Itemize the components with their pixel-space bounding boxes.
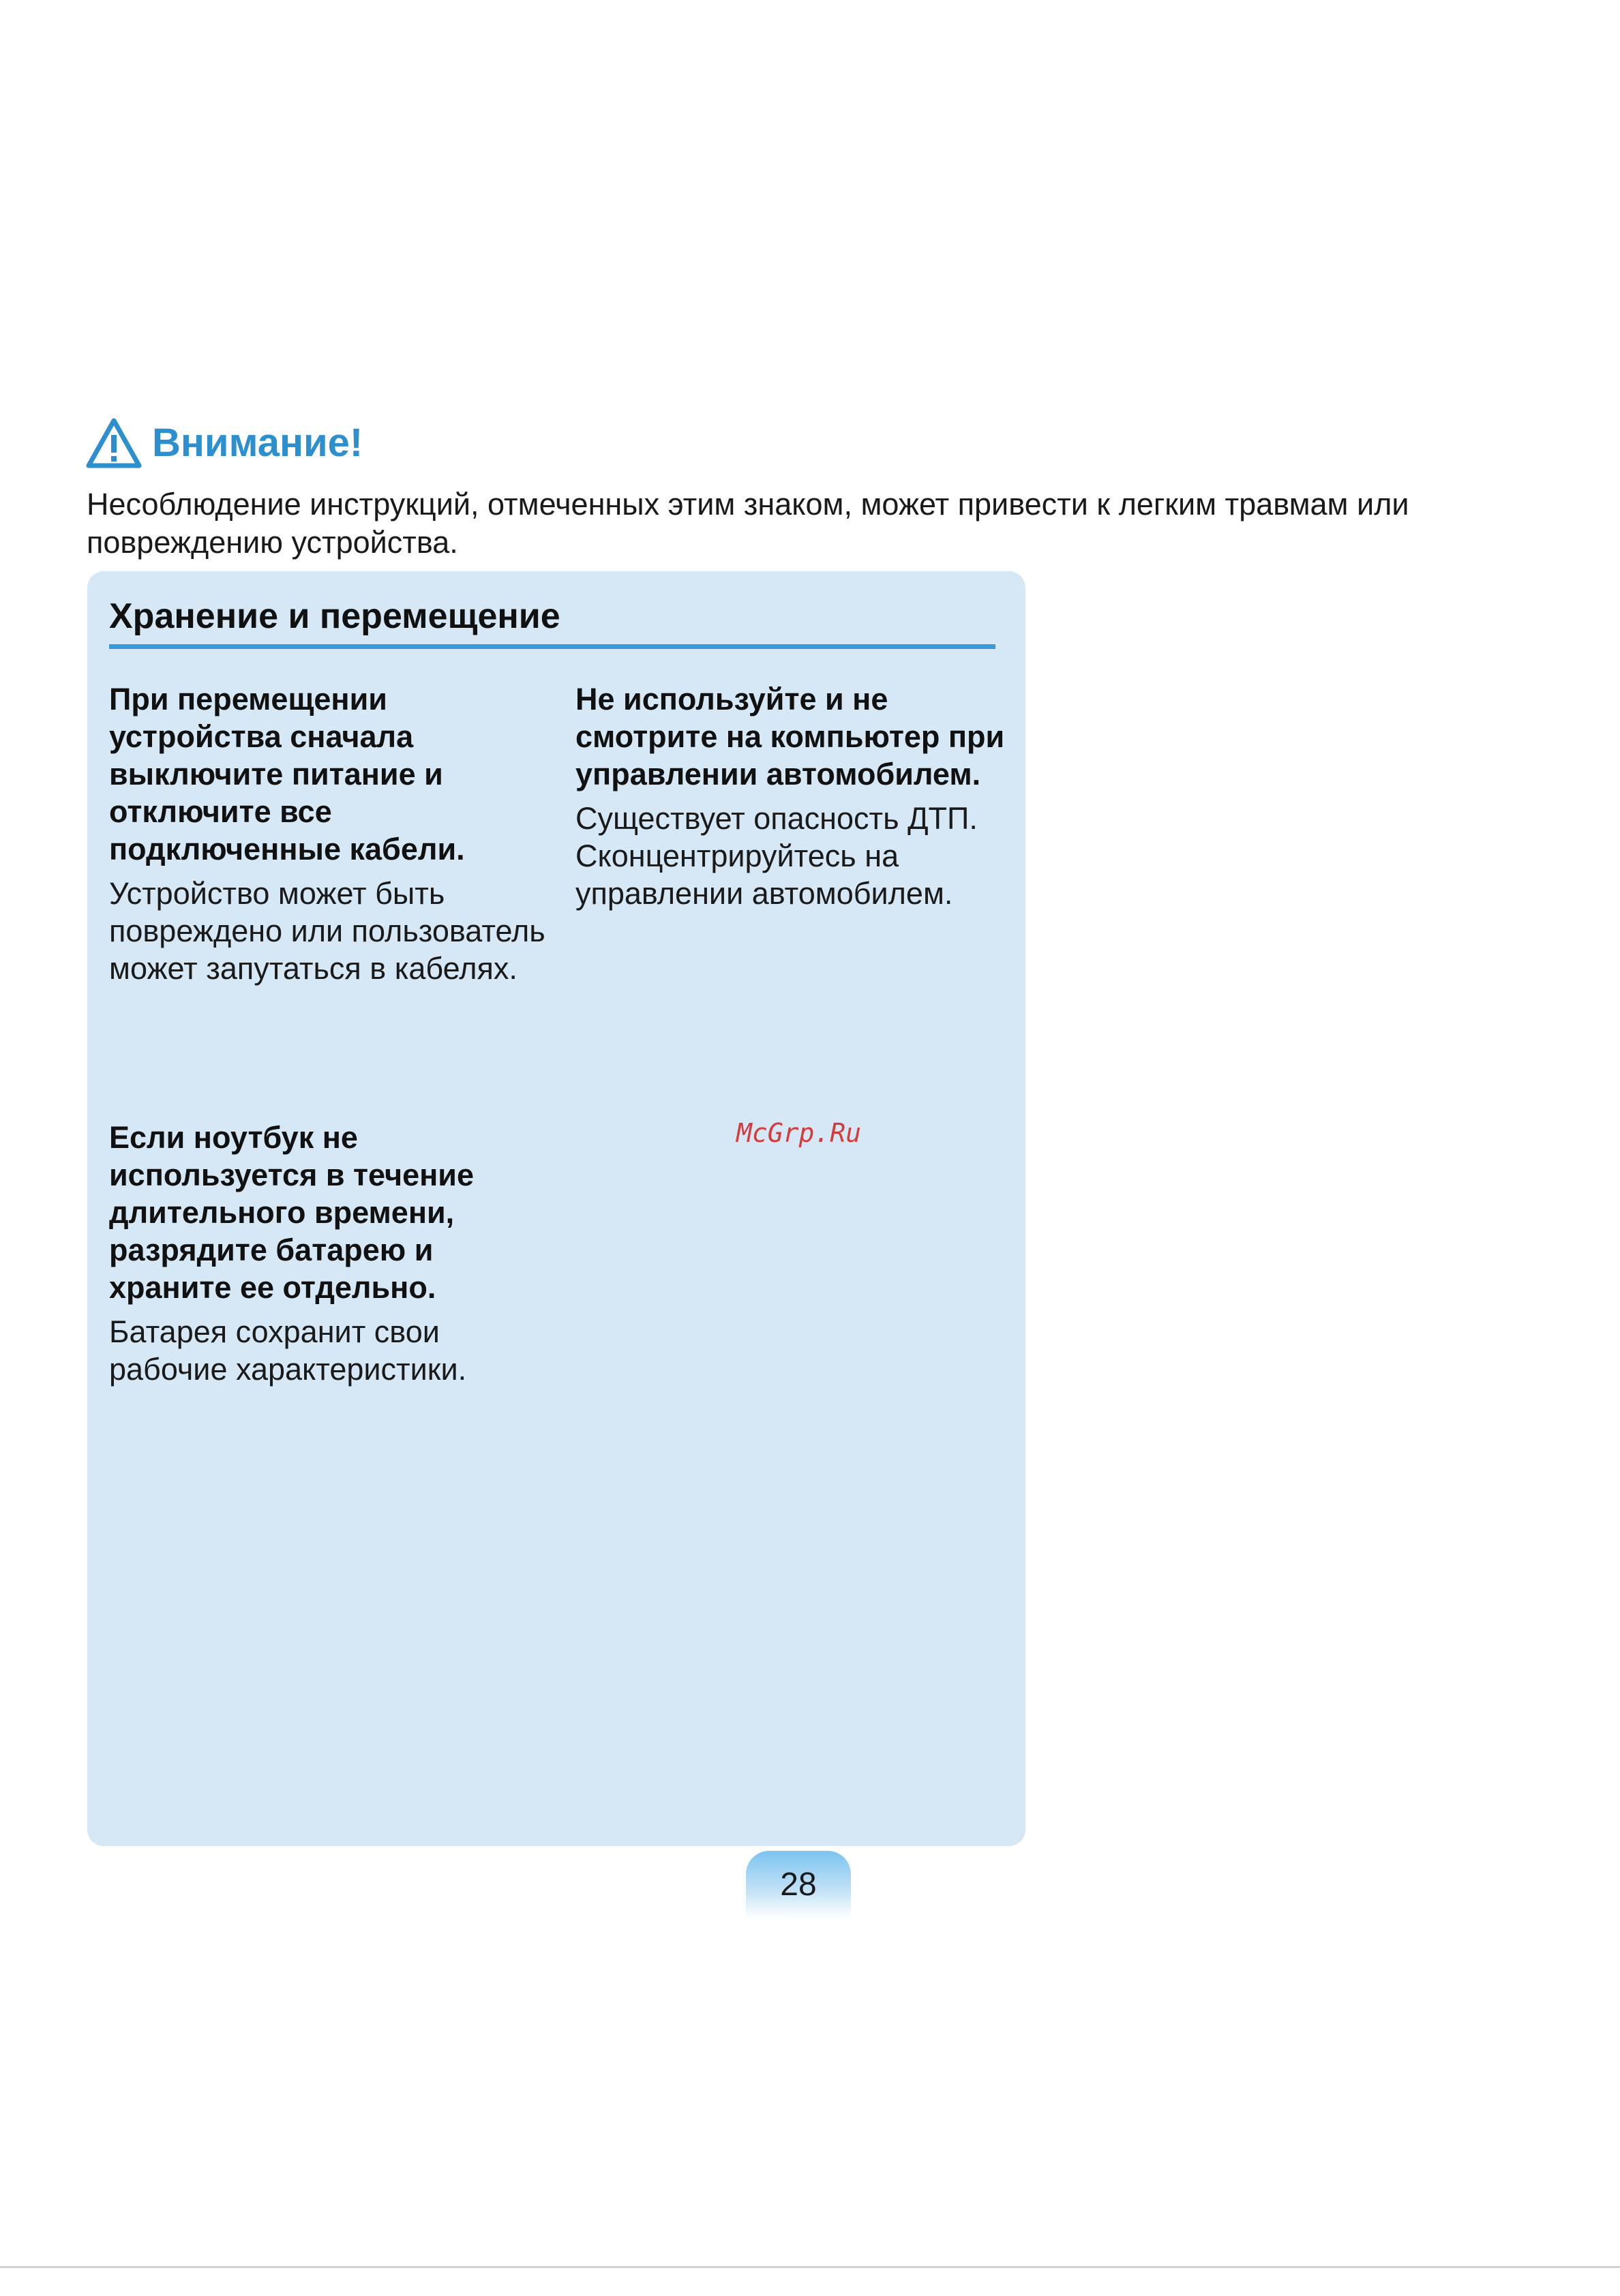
instruction-item: [109, 680, 545, 987]
instruction-item: [575, 680, 1012, 912]
instruction-body: Устройство может быть повреждено или пользователь может запутаться в кабелях.: [109, 876, 545, 986]
storage-panel: [87, 571, 1025, 1846]
warning-title: Внимание!: [152, 421, 363, 465]
section-divider: [109, 644, 995, 649]
page-number-tab: [746, 1851, 851, 1919]
section-title: Хранение и перемещение: [109, 596, 560, 636]
page-number: 28: [780, 1867, 817, 1903]
instruction-heading: Не используйте и не смотрите на компьютер при управлении автомобилем.: [575, 682, 1005, 791]
bottom-divider: [0, 2266, 1620, 2268]
warning-intro-text: Несоблюдение инструкций, отмеченных этим знаком, может привести к легким травмам или повреждению устройства.: [87, 487, 1409, 560]
warning-triangle-icon: [85, 417, 142, 469]
instruction-heading: Если ноутбук не используется в течение длительного времени, разрядите батарею и храните ее отдельно.: [109, 1120, 474, 1305]
instruction-item: [109, 1119, 545, 1388]
instruction-heading: При перемещении устройства сначала выключите питание и отключите все подключенные кабели.: [109, 682, 465, 866]
instruction-body: Батарея сохранит свои рабочие характеристики.: [109, 1314, 467, 1387]
instruction-body: Существует опасность ДТП. Сконцентрируйтесь на управлении автомобилем.: [575, 801, 978, 911]
warning-header: [85, 417, 363, 469]
watermark: McGrp.Ru: [736, 1118, 862, 1148]
